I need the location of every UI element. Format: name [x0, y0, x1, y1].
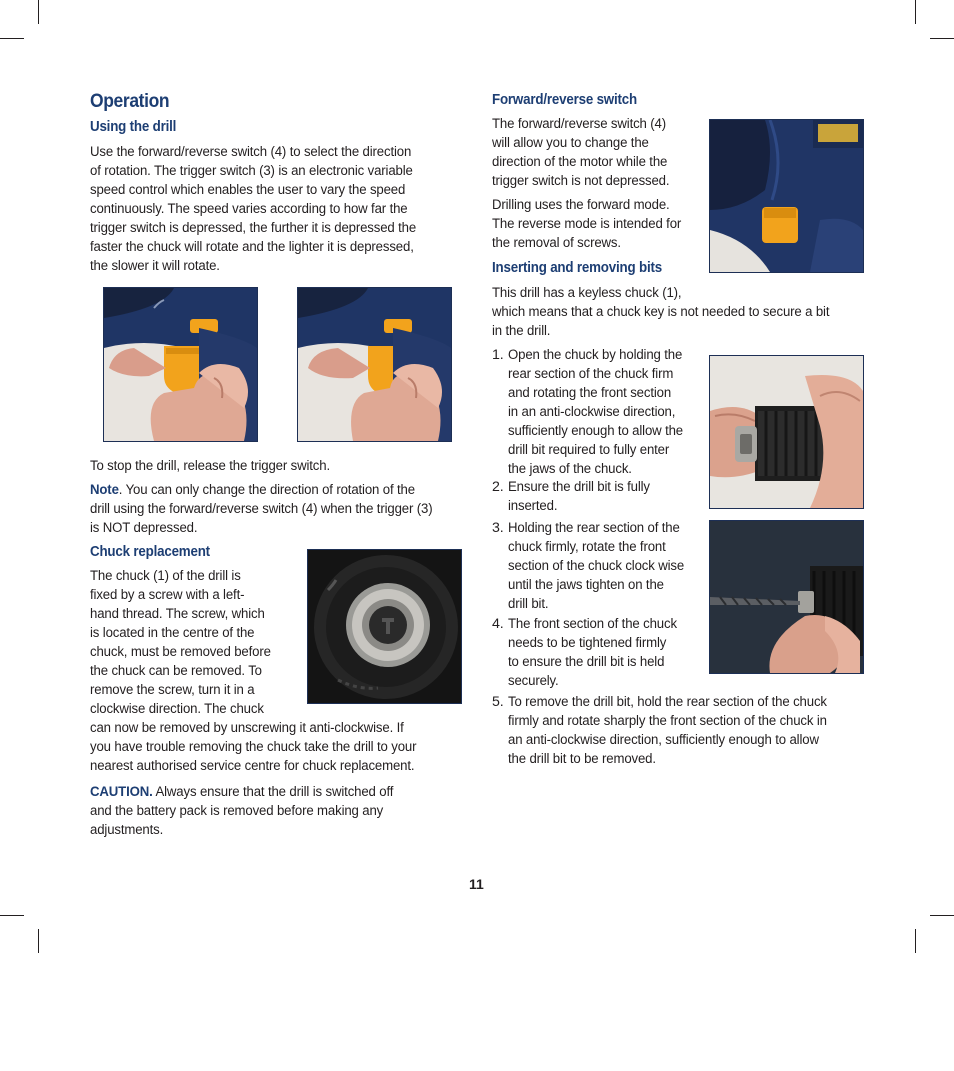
forward-mode-text: Drilling uses the forward mode. The reverse mode is intended for the removal of screws.: [492, 197, 682, 251]
list-item: 3. Holding the rear section of the chuck firmly, rotate the front section of the chuck clock wise until the jaws tighten on the drill bit.: [492, 520, 685, 612]
list-item: 2. Ensure the drill bit is fully inserted.: [492, 479, 650, 514]
chuck-replacement-heading: Chuck replacement: [90, 544, 210, 560]
page-title: Operation: [90, 91, 170, 112]
forward-reverse-text: The forward/reverse switch (4) will allow you to change the direction of the motor while the trigger switch is not depressed.: [492, 116, 670, 189]
using-drill-heading: Using the drill: [90, 119, 177, 135]
crop-mark: [915, 0, 916, 24]
chuck-replacement-text: The chuck (1) of the drill is fixed by a screw with a left- hand thread. The screw, which is located in the centre of the chuck, must be removed before the chuck can be removed. To remove the screw, turn it in a clockwise direction. The chuck can now be removed by unscrewing it anti-clockwise. If you have trouble removing the chuck take the drill to your nearest authorised service centre for chuck replacement.: [90, 568, 417, 774]
note-text: Note. You can only change the direction of rotation of the drill using the forward/reverse switch (4) when the trigger (3) is NOT depressed.: [90, 482, 433, 536]
crop-mark: [930, 38, 954, 39]
stop-drill-text: To stop the drill, release the trigger switch.: [90, 458, 330, 474]
note-label: Note: [90, 482, 119, 498]
list-item: 1. Open the chuck by holding the rear section of the chuck firm and rotating the front section in an anti-clockwise direction, sufficiently enough to allow the drill bit required to fully enter the jaws of the chuck.: [492, 347, 684, 477]
inserting-bits-text: This drill has a keyless chuck (1), which means that a chuck key is not needed to secure a bit in the drill.: [492, 285, 830, 339]
trigger-released-photo: [103, 287, 258, 442]
crop-mark: [915, 929, 916, 953]
caution-label: CAUTION.: [90, 784, 153, 800]
forward-reverse-heading: Forward/reverse switch: [492, 92, 637, 108]
open-chuck-photo: [709, 355, 864, 509]
caution-text: CAUTION. Always ensure that the drill is switched off and the battery pack is removed before making any adjustments.: [90, 784, 394, 838]
bit-inserted-photo: [709, 520, 864, 674]
inserting-bits-heading: Inserting and removing bits: [492, 260, 662, 276]
crop-mark: [930, 915, 954, 916]
list-item: 4. The front section of the chuck needs to be tightened firmly to ensure the drill bit is held securely.: [492, 616, 677, 689]
crop-mark: [38, 929, 39, 953]
chuck-screw-photo: [307, 549, 462, 704]
trigger-pressed-photo: [297, 287, 452, 442]
using-drill-text: Use the forward/reverse switch (4) to select the direction of rotation. The trigger switch (3) is an electronic variable speed control which enables the user to vary the speed continuously. The speed varies according to how far the trigger switch is depressed, the further it is depressed the faster the chuck will rotate and the lighter it is depressed, the slower it will rotate.: [90, 144, 417, 274]
crop-mark: [0, 915, 24, 916]
crop-mark: [0, 38, 24, 39]
page-number: 11: [469, 876, 484, 892]
forward-reverse-switch-photo: [709, 119, 864, 273]
list-item: 5. To remove the drill bit, hold the rear section of the chuck firmly and rotate sharply the front section of the chuck in an anti-clockwise direction, sufficiently enough to allow the drill bit to be removed.: [492, 694, 827, 767]
crop-mark: [38, 0, 39, 24]
